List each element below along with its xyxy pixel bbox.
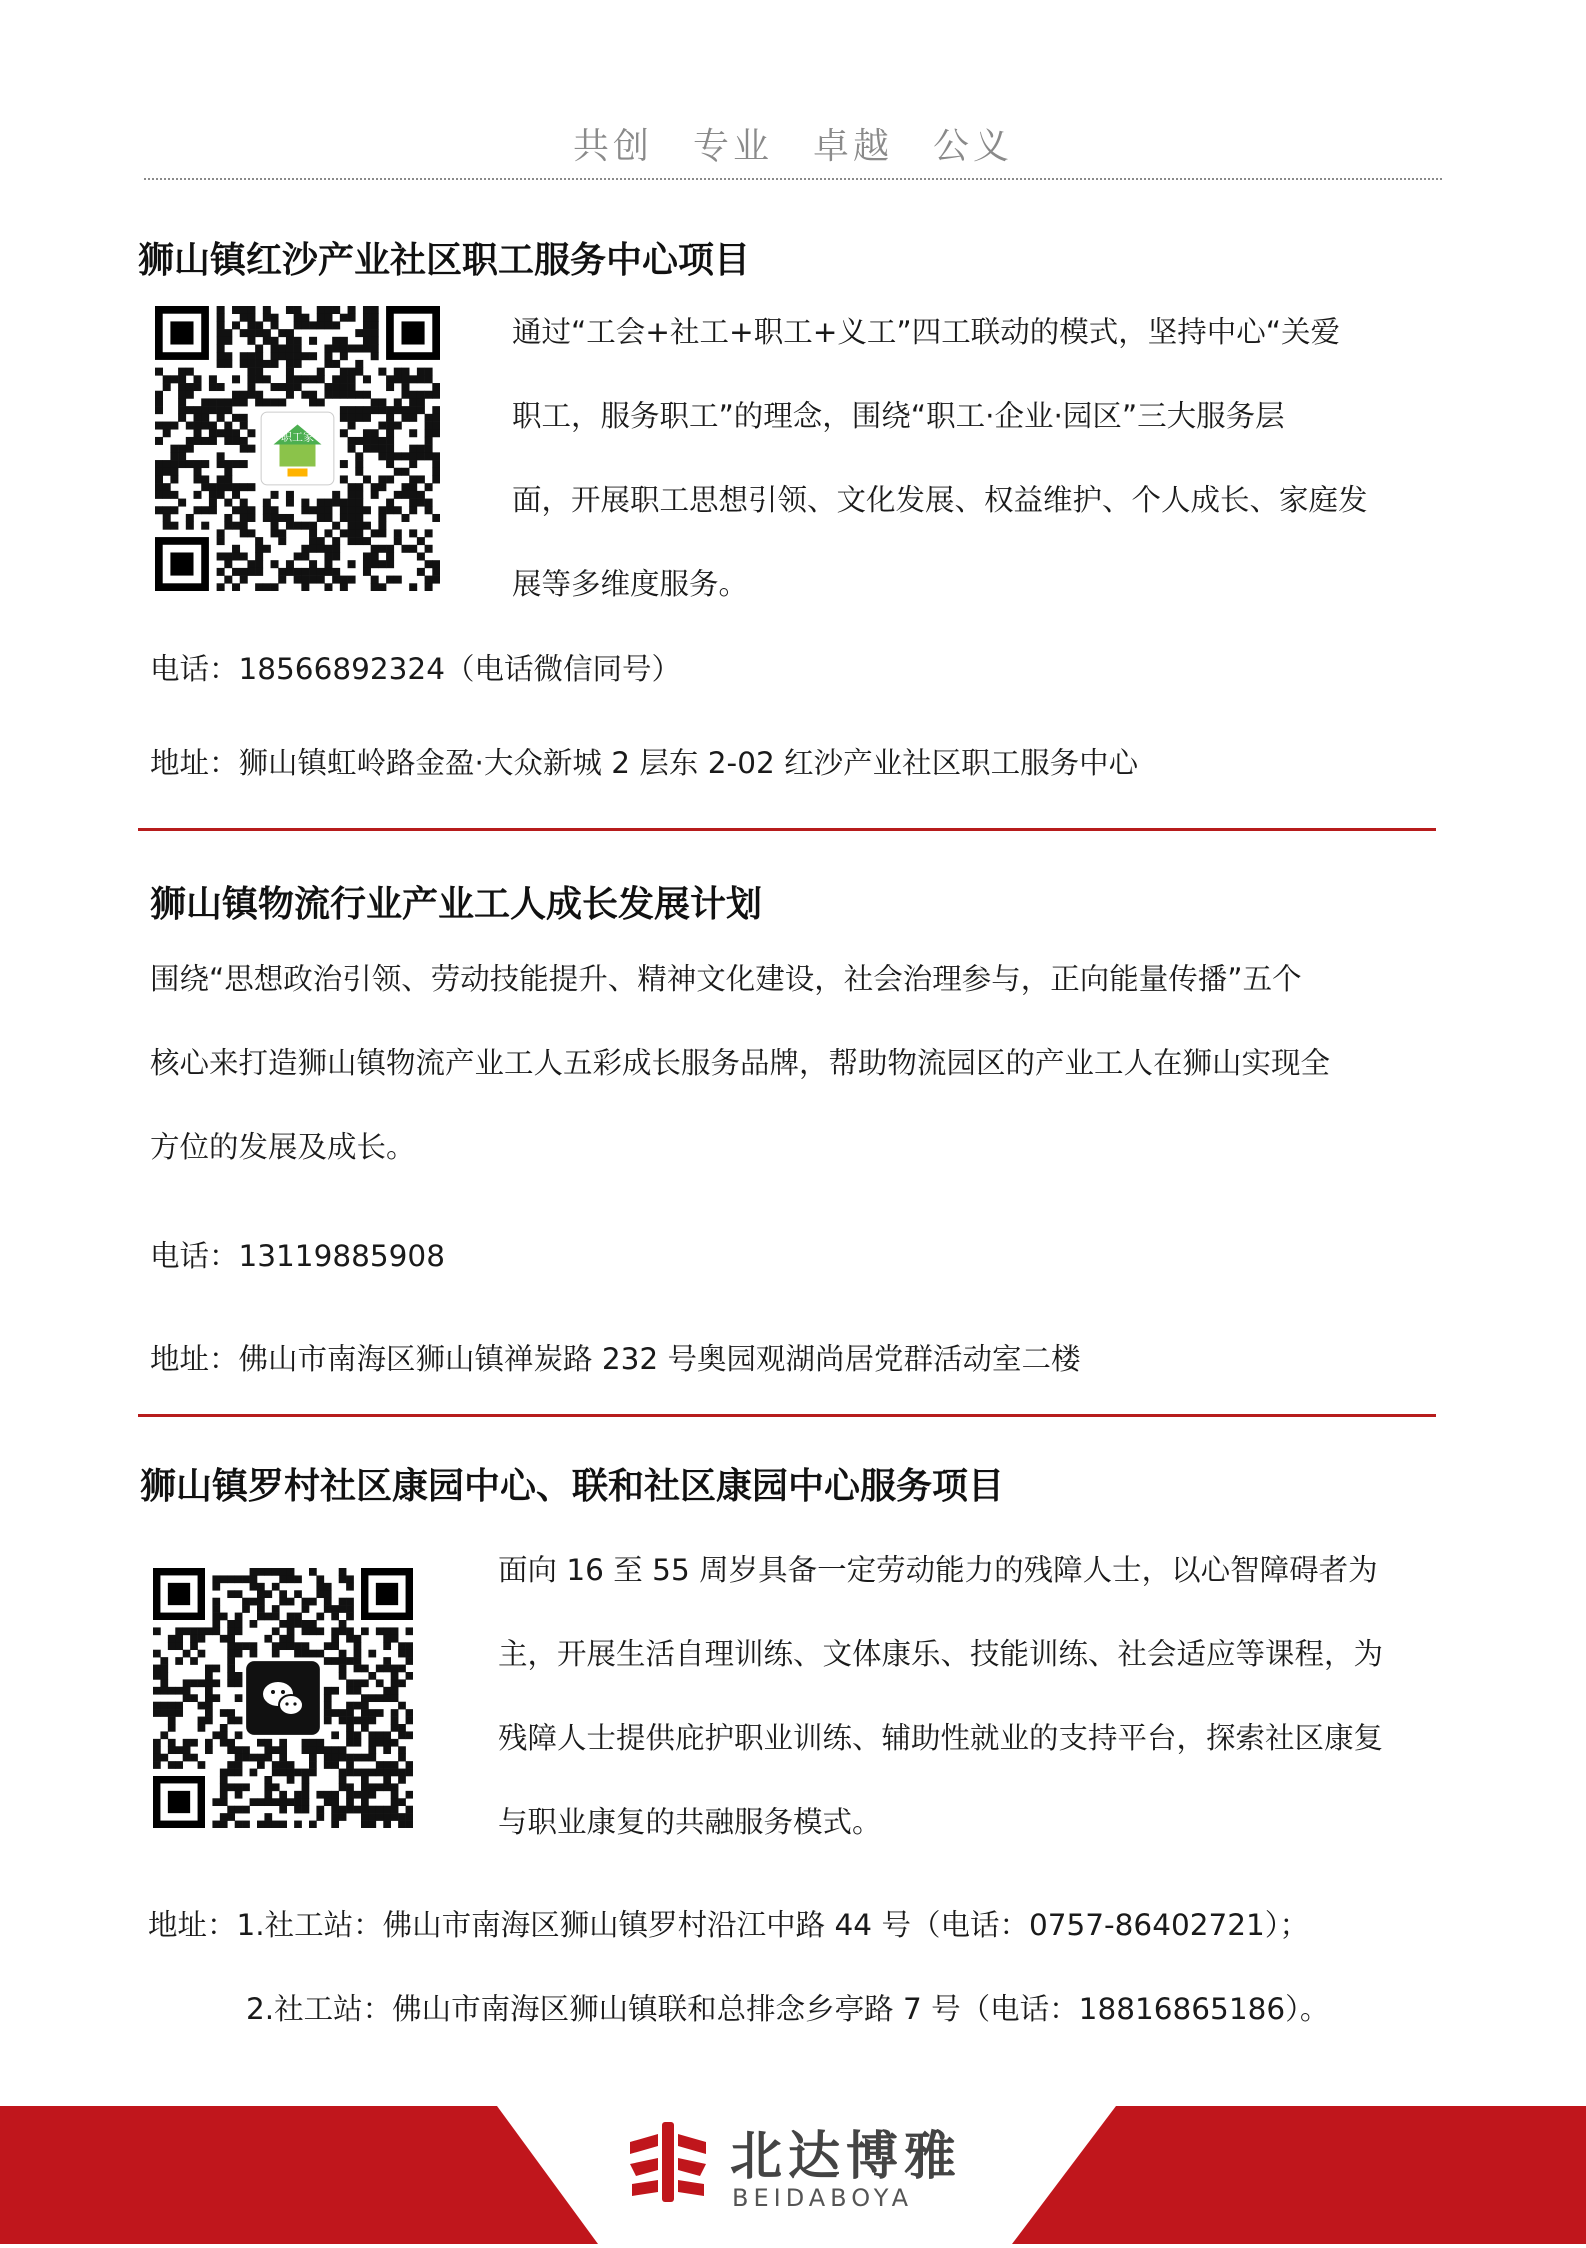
section2-description — [150, 937, 1330, 1189]
section1-phone: 电话：18566892324（电话微信同号） — [150, 652, 681, 686]
section3-title: 狮山镇罗村社区康园中心、联和社区康园中心服务项目 — [140, 1466, 1005, 1507]
section1-line: 通过“工会+社工+职工+义工”四工联动的模式，坚持中心“关爱 — [512, 315, 1341, 349]
section-divider — [138, 828, 1436, 831]
section1-title: 狮山镇红沙产业社区职工服务中心项目 — [138, 240, 751, 281]
footer-banner — [0, 2106, 1586, 2244]
section2-title: 狮山镇物流行业产业工人成长发展计划 — [150, 884, 763, 925]
svg-text:职工家: 职工家 — [281, 430, 314, 444]
section3-line: 面向 16 至 55 周岁具备一定劳动能力的残障人士，以心智障碍者为 — [498, 1553, 1378, 1587]
brand-logo-icon — [626, 2120, 710, 2204]
section3-line: 主，开展生活自理训练、文体康乐、技能训练、社会适应等课程，为 — [498, 1637, 1384, 1671]
section3-description — [498, 1528, 1383, 1864]
section2-line: 核心来打造狮山镇物流产业工人五彩成长服务品牌，帮助物流园区的产业工人在狮山实现全 — [150, 1046, 1331, 1080]
section2-address: 地址：佛山市南海区狮山镇禅炭路 232 号奥园观湖尚居党群活动室二楼 — [150, 1342, 1081, 1376]
section1-description — [512, 290, 1368, 626]
header-motto: 共创 专业 卓越 公义 — [572, 126, 1013, 167]
section3-line: 与职业康复的共融服务模式。 — [498, 1805, 882, 1839]
section1-line: 职工，服务职工”的理念，围绕“职工·企业·园区”三大服务层 — [512, 399, 1285, 433]
section3-address-1: 地址：1.社工站：佛山市南海区狮山镇罗村沿江中路 44 号（电话：0757-86402721）； — [148, 1908, 1310, 1942]
section2-phone: 电话：13119885908 — [150, 1239, 445, 1273]
wechat-logo-icon — [246, 1661, 320, 1735]
zhigongjia-logo-icon — [261, 412, 334, 485]
section3-address-2: 2.社工站：佛山市南海区狮山镇联和总排念乡亭路 7 号（电话：18816865186）。 — [246, 1992, 1330, 2026]
section-divider — [138, 1414, 1436, 1417]
brand-name-cn: 北达博雅 — [730, 2127, 963, 2187]
section3-qr-code — [153, 1568, 413, 1828]
section1-line: 面，开展职工思想引领、文化发展、权益维护、个人成长、家庭发 — [512, 483, 1368, 517]
section1-line: 展等多维度服务。 — [512, 567, 749, 601]
brand-name-en: BEIDABOYA — [732, 2184, 914, 2212]
section2-line: 方位的发展及成长。 — [150, 1130, 416, 1164]
section1-qr-code — [155, 306, 440, 591]
header-divider — [144, 178, 1442, 180]
section2-line: 围绕“思想政治引领、劳动技能提升、精神文化建设，社会治理参与，正向能量传播”五个 — [150, 962, 1302, 996]
section1-address: 地址：狮山镇虹岭路金盈·大众新城 2 层东 2-02 红沙产业社区职工服务中心 — [150, 746, 1139, 780]
section3-line: 残障人士提供庇护职业训练、辅助性就业的支持平台，探索社区康复 — [498, 1721, 1384, 1755]
